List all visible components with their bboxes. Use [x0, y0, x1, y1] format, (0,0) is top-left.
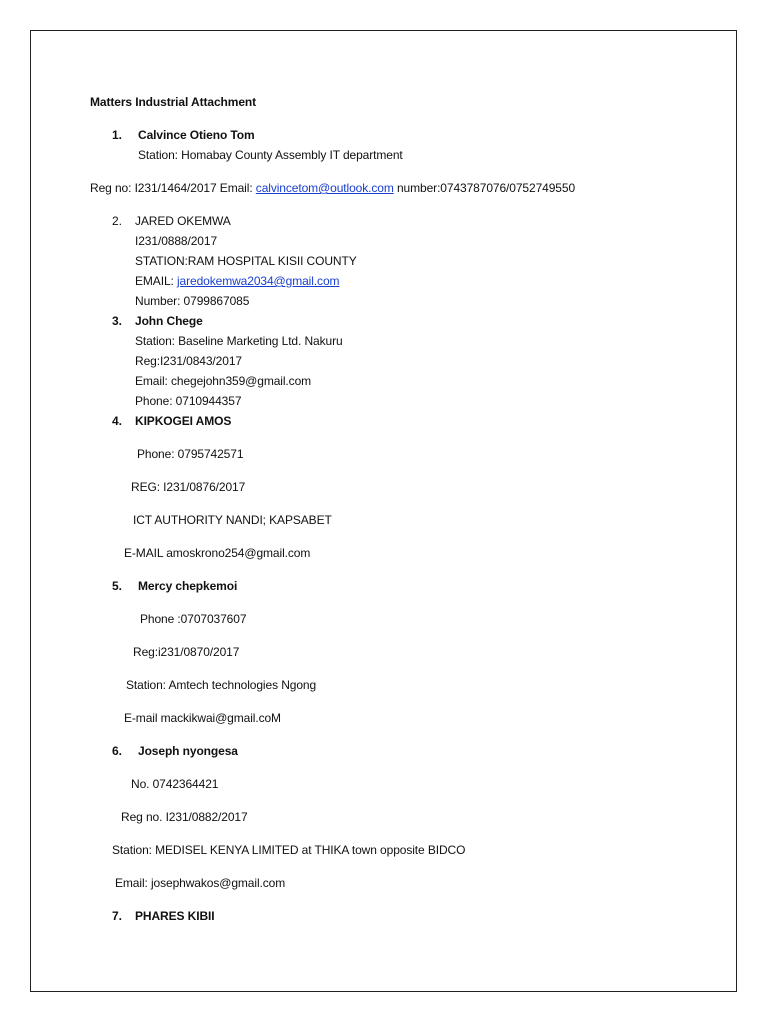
- entry-2-number: 2.: [112, 214, 122, 228]
- entry-5-name: Mercy chepkemoi: [138, 579, 238, 593]
- entry-2-email-line: [135, 273, 339, 289]
- entry-3-station: Station: Baseline Marketing Ltd. Nakuru: [135, 334, 343, 348]
- entry-1-name: Calvince Otieno Tom: [138, 128, 255, 142]
- entry-6-phone: No. 0742364421: [131, 777, 219, 791]
- entry-2-reg: I231/0888/2017: [135, 234, 218, 248]
- entry-7-number: 7.: [112, 909, 122, 923]
- entry-1-number: number:0743787076/0752749550: [393, 181, 576, 195]
- entry-6-number: 6.: [112, 744, 122, 758]
- entry-4-station: ICT AUTHORITY NANDI; KAPSABET: [133, 513, 332, 527]
- entry-3-number: 3.: [112, 314, 122, 328]
- entry-4-reg: REG: I231/0876/2017: [131, 480, 246, 494]
- entry-6-station: Station: MEDISEL KENYA LIMITED at THIKA town opposite BIDCO: [112, 843, 466, 857]
- entry-2-station: STATION:RAM HOSPITAL KISII COUNTY: [135, 254, 357, 268]
- entry-5-email: E-mail mackikwai@gmail.coM: [124, 711, 281, 725]
- entry-5-reg: Reg:i231/0870/2017: [133, 645, 240, 659]
- entry-3-name: John Chege: [135, 314, 203, 328]
- entry-1-reg-line: [90, 180, 575, 196]
- entry-2-email-link[interactable]: jaredokemwa2034@gmail.com: [176, 274, 340, 288]
- entry-5-phone: Phone :0707037607: [140, 612, 247, 626]
- entry-2-phone: Number: 0799867085: [135, 294, 250, 308]
- entry-1-number: 1.: [112, 128, 122, 142]
- entry-4-email: E-MAIL amoskrono254@gmail.com: [124, 546, 311, 560]
- entry-2-name: JARED OKEMWA: [135, 214, 231, 228]
- entry-4-phone: Phone: 0795742571: [137, 447, 244, 461]
- entry-1-reg: Reg no: I231/1464/2017 Email:: [90, 181, 256, 195]
- entry-5-station: Station: Amtech technologies Ngong: [126, 678, 317, 692]
- entry-6-reg: Reg no. I231/0882/2017: [121, 810, 248, 824]
- entry-6-name: Joseph nyongesa: [138, 744, 238, 758]
- entry-7-name: PHARES KIBII: [135, 909, 215, 923]
- entry-3-phone: Phone: 0710944357: [135, 394, 242, 408]
- entry-6-email: Email: josephwakos@gmail.com: [115, 876, 286, 890]
- document-heading: Matters Industrial Attachment: [90, 95, 257, 109]
- entry-4-name: KIPKOGEI AMOS: [135, 414, 232, 428]
- entry-2-email-label: EMAIL:: [135, 274, 177, 288]
- entry-3-email: Email: chegejohn359@gmail.com: [135, 374, 312, 388]
- entry-5-number: 5.: [112, 579, 122, 593]
- entry-1-email-link[interactable]: calvincetom@outlook.com: [255, 181, 394, 195]
- entry-4-number: 4.: [112, 414, 122, 428]
- entry-1-station: Station: Homabay County Assembly IT department: [138, 148, 403, 162]
- entry-3-reg: Reg:I231/0843/2017: [135, 354, 242, 368]
